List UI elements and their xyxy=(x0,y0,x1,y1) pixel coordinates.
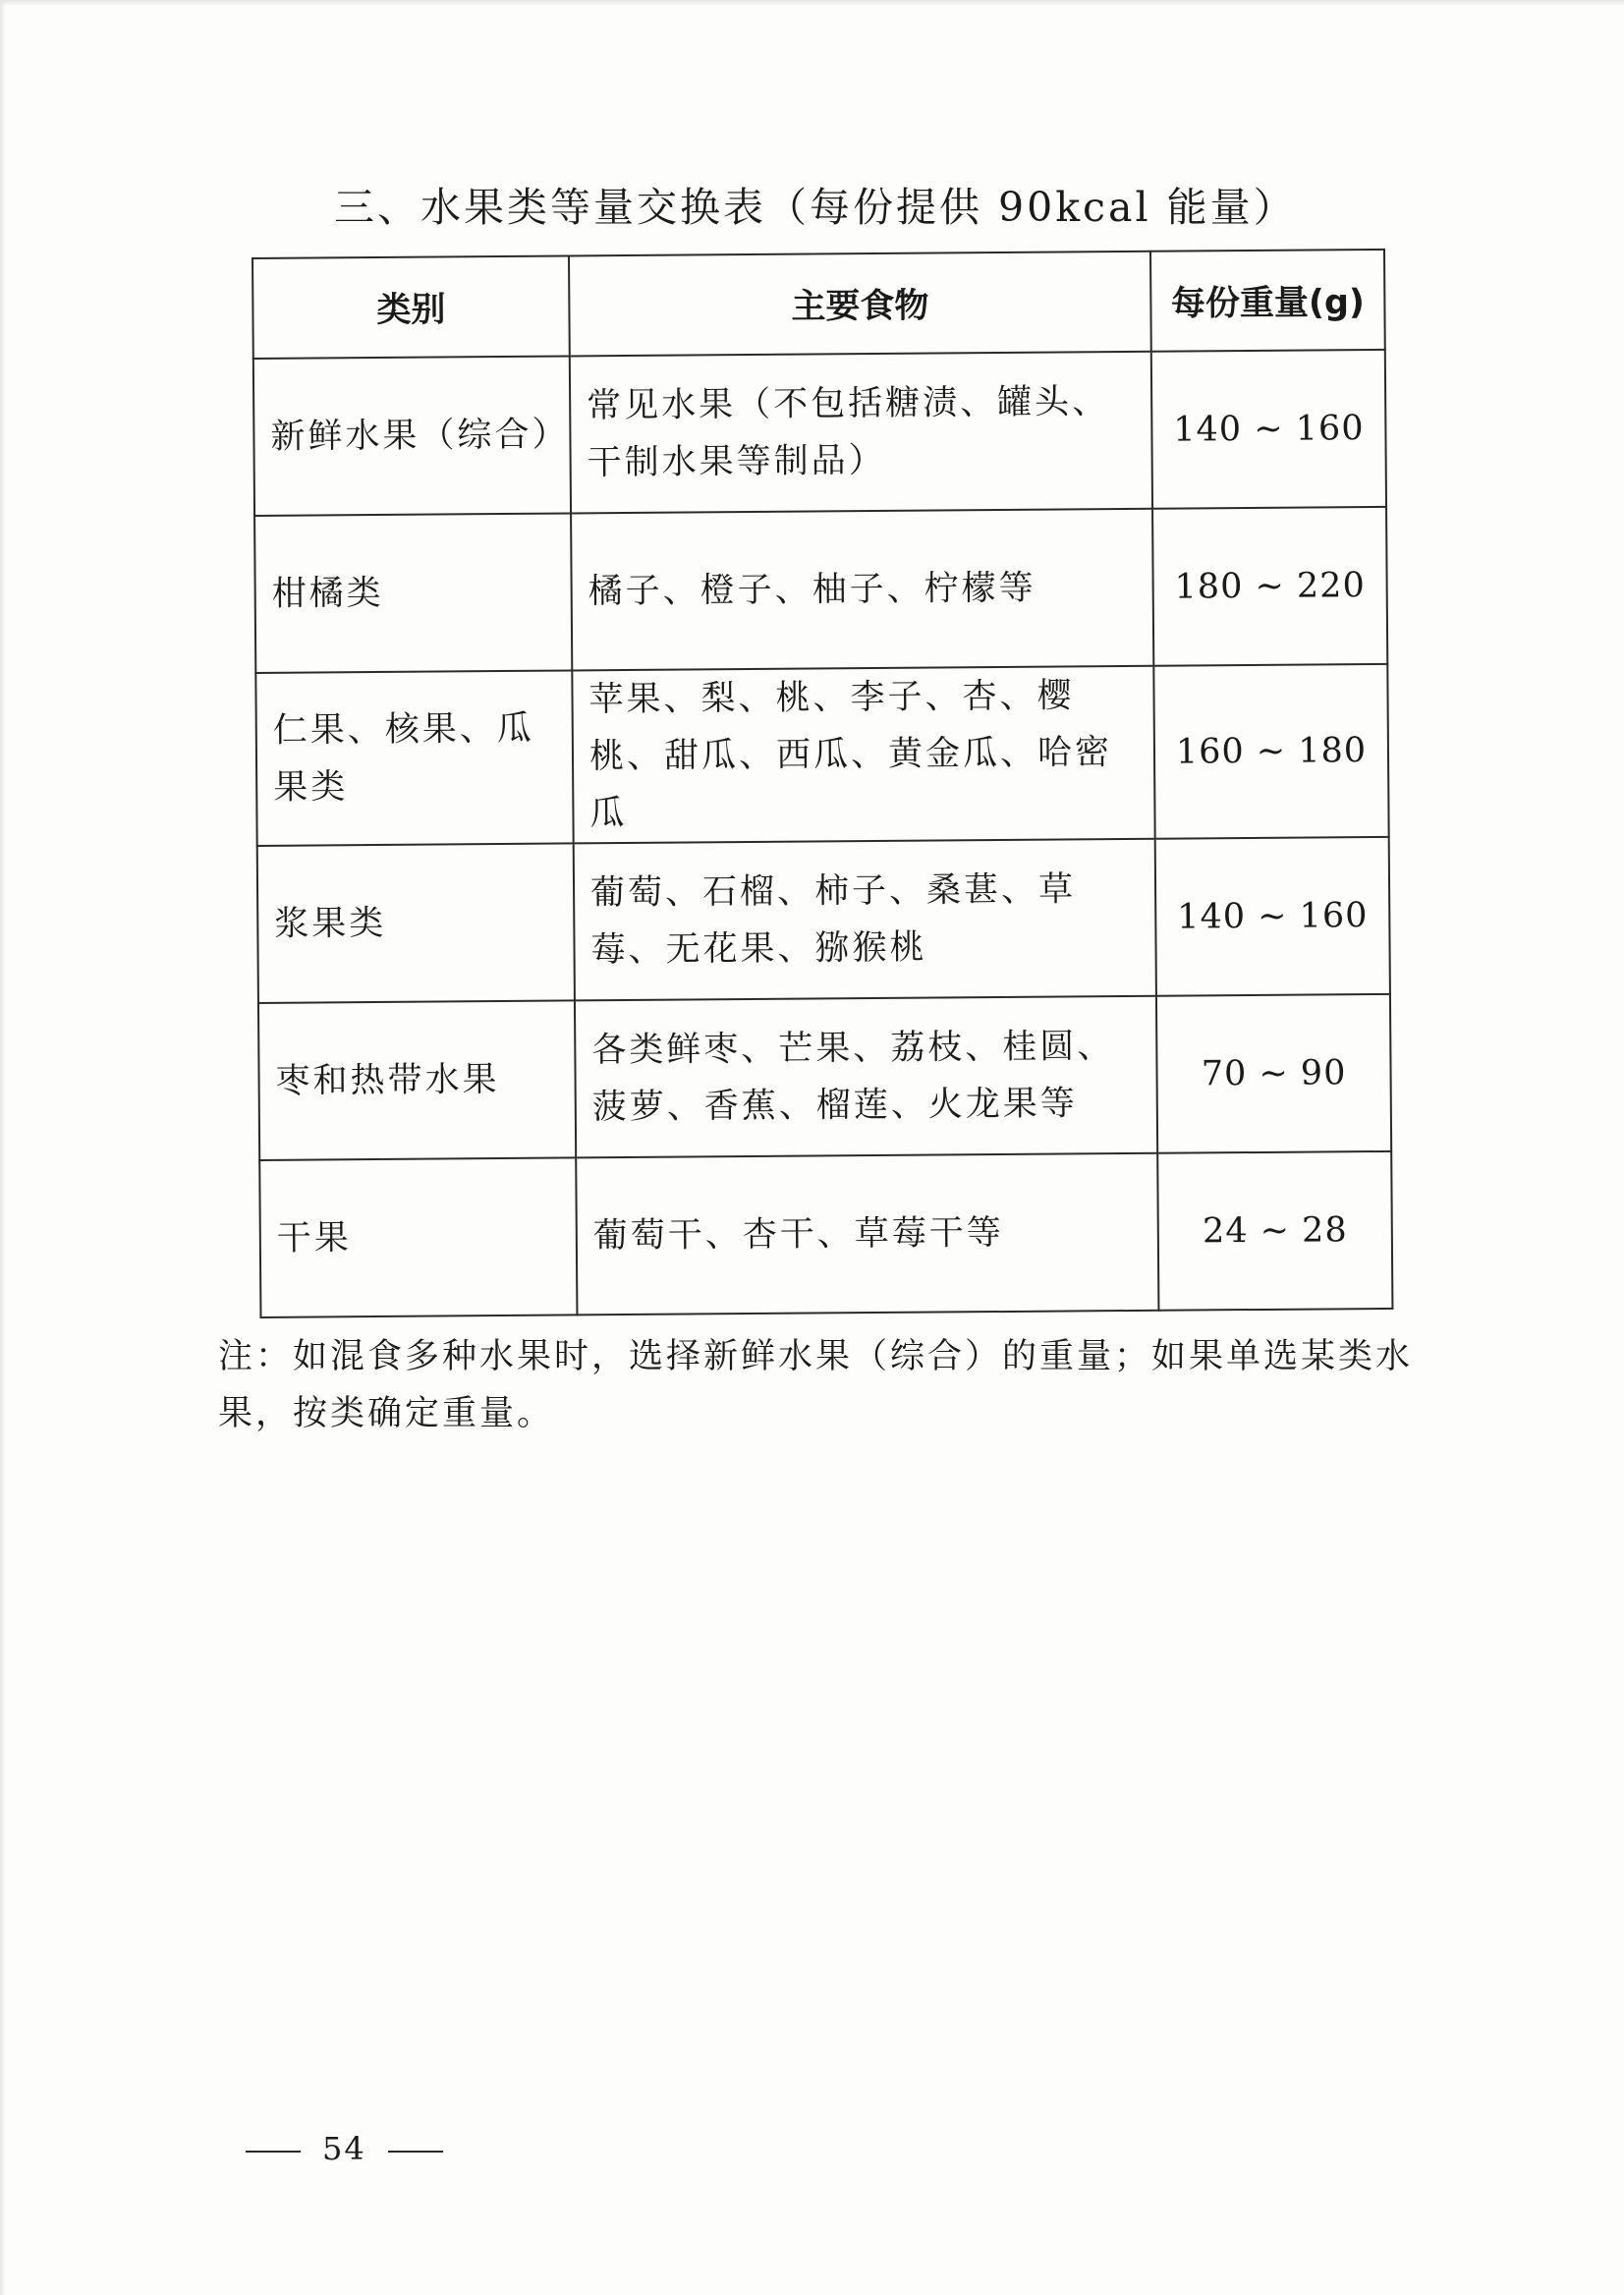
table-header-row xyxy=(252,250,1385,359)
foods-cell: 葡萄干、杏干、草莓干等 xyxy=(576,1153,1158,1315)
foods-cell: 各类鲜枣、芒果、荔枝、桂圆、菠萝、香蕉、榴莲、火龙果等 xyxy=(575,996,1157,1158)
table-row xyxy=(259,1151,1392,1317)
header-category: 类别 xyxy=(252,255,570,359)
scan-edge-left xyxy=(0,0,6,2295)
page-title: 三、水果类等量交换表（每份提供 90kcal 能量） xyxy=(334,184,1297,231)
weight-cell: 140 ~ 160 xyxy=(1151,350,1386,509)
weight-cell: 180 ~ 220 xyxy=(1152,507,1387,666)
category-cell: 浆果类 xyxy=(257,843,575,1003)
fruit-exchange-table xyxy=(252,249,1393,1318)
category-cell: 新鲜水果（综合） xyxy=(253,356,571,516)
scan-edge-top xyxy=(0,0,1624,6)
header-main-foods: 主要食物 xyxy=(569,252,1151,357)
footer-dash-left xyxy=(246,2151,301,2153)
weight-cell: 24 ~ 28 xyxy=(1157,1151,1392,1311)
table-row xyxy=(253,350,1386,516)
page-number: 54 xyxy=(322,2130,366,2167)
table-row xyxy=(255,664,1388,846)
category-cell: 干果 xyxy=(259,1157,577,1317)
category-cell: 仁果、核果、瓜果类 xyxy=(255,670,573,846)
table-row xyxy=(258,994,1391,1160)
weight-cell: 70 ~ 90 xyxy=(1156,994,1391,1153)
page-footer xyxy=(246,2130,443,2167)
foods-cell: 橘子、橙子、柚子、柠檬等 xyxy=(571,509,1153,671)
foods-cell: 常见水果（不包括糖渍、罐头、干制水果等制品） xyxy=(570,352,1152,514)
table-note: 注：如混食多种水果时，选择新鲜水果（综合）的重量；如果单选某类水果，按类确定重量。 xyxy=(218,1337,1414,1433)
table-row xyxy=(254,507,1387,673)
header-weight: 每份重量(g) xyxy=(1150,250,1385,352)
foods-cell: 葡萄、石榴、柿子、桑葚、草莓、无花果、猕猴桃 xyxy=(574,839,1156,1001)
foods-cell: 苹果、梨、桃、李子、杏、樱桃、甜瓜、西瓜、黄金瓜、哈密瓜 xyxy=(572,666,1154,844)
table-row xyxy=(257,837,1390,1003)
weight-cell: 140 ~ 160 xyxy=(1155,837,1390,996)
category-cell: 柑橘类 xyxy=(254,513,572,673)
category-cell: 枣和热带水果 xyxy=(258,1000,576,1160)
footer-dash-right xyxy=(388,2151,443,2153)
weight-cell: 160 ~ 180 xyxy=(1153,664,1388,839)
